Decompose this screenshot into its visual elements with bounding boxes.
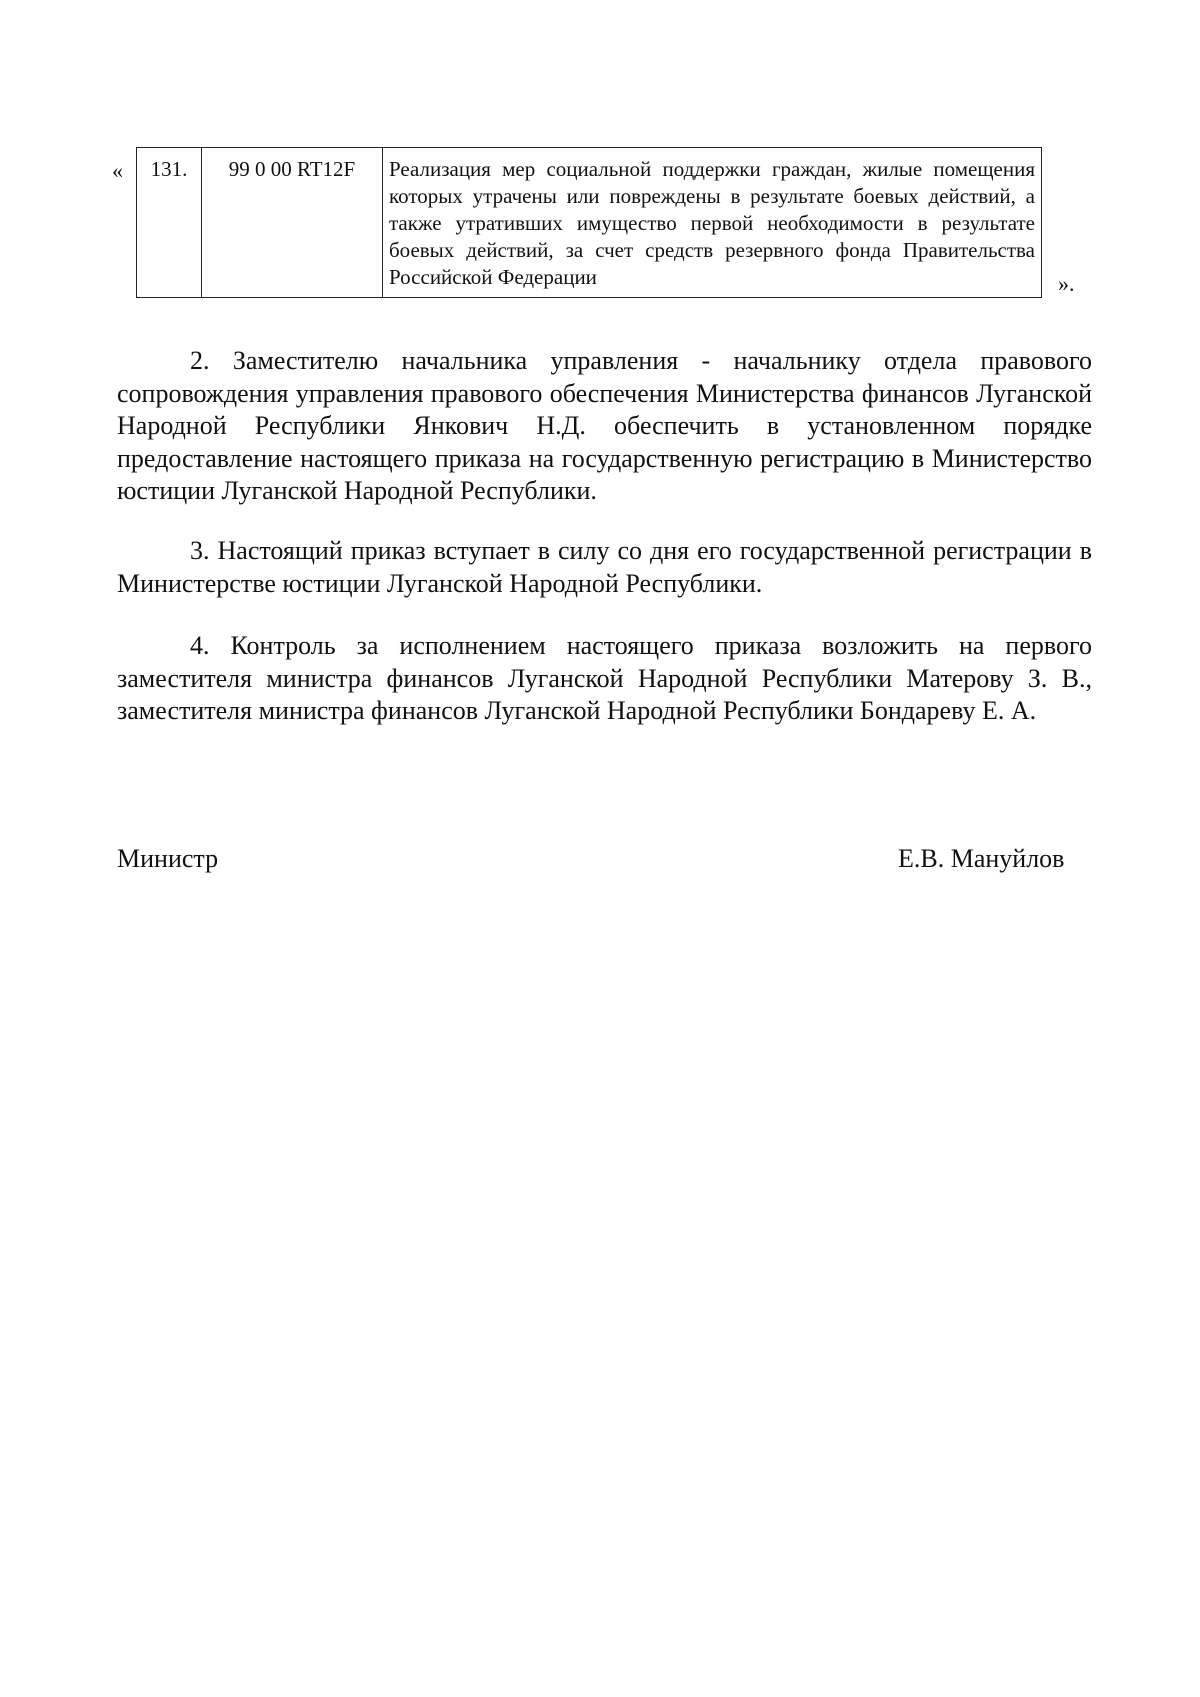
paragraph-3: 3. Настоящий приказ вступает в силу со дня его государственной регистрации в Министерстве юстиции Луганской Народной Республики. — [117, 536, 1092, 598]
budget-classification-table — [136, 147, 1042, 298]
table-row — [137, 148, 1042, 298]
signature-title: Министр — [117, 844, 219, 873]
row-code-cell: 99 0 00 RT12F — [202, 148, 383, 298]
table-quote-close: ». — [1058, 271, 1075, 296]
row-number-cell: 131. — [137, 148, 202, 298]
table-quote-open: « — [112, 158, 123, 183]
paragraph-2: 2. Заместителю начальника управления - начальнику отдела правового сопровождения управления правового обеспечения Министерства финансов Луганской Народной Республики Янкович Н.Д. обеспечить в установленном порядке предоставление настоящего приказа на государственную регистрацию в Министерство юстиции Луганской Народной Республики. — [117, 346, 1092, 505]
signature-name: Е.В. Мануйлов — [898, 844, 1065, 873]
row-description-cell: Реализация мер социальной поддержки граждан, жилые помещения которых утрачены или повреждены в результате боевых действий, а также утративших имущество первой необходимости в результате боевых действий, за счет средств резервного фонда Правительства Российской Федерации — [383, 148, 1042, 298]
paragraph-4: 4. Контроль за исполнением настоящего приказа возложить на первого заместителя министра финансов Луганской Народной Республики Матерову З. В., заместителя министра финансов Луганской Народной Республики Бондареву Е. А. — [117, 631, 1092, 725]
